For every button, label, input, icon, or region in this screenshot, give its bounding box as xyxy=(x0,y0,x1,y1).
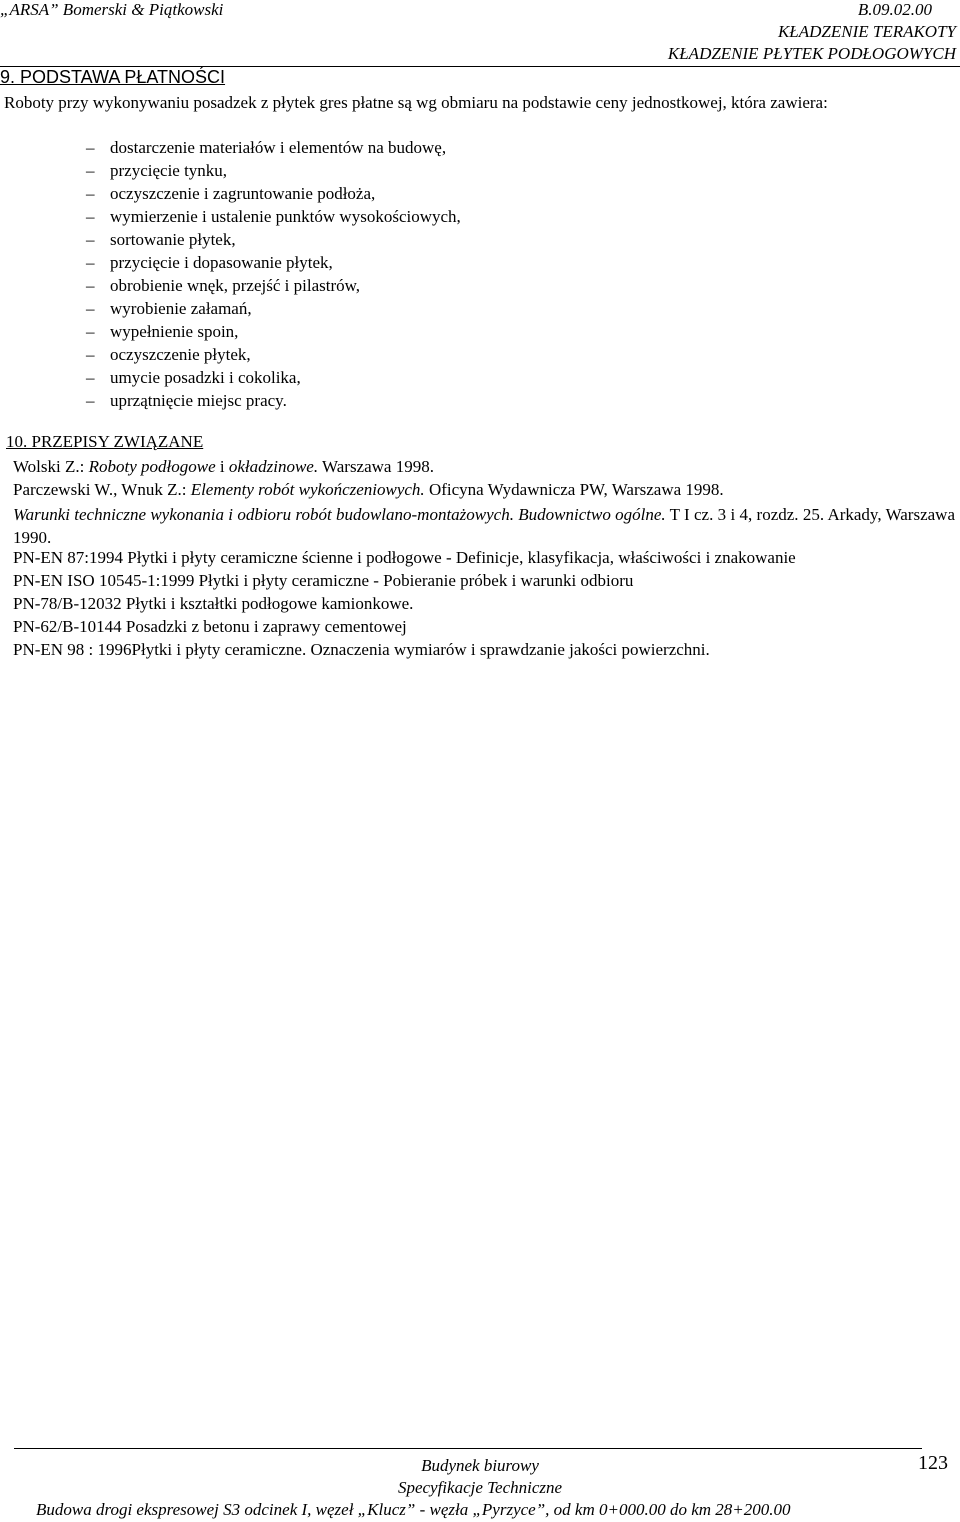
standard-item: PN-EN 87:1994 Płytki i płyty ceramiczne ścienne i podłogowe - Definicje, klasyfikacja, właściwości i znakowanie xyxy=(13,548,796,567)
reference-item: Parczewski W., Wnuk Z.: Elementy robót wykończeniowych. Oficyna Wydawnicza PW, Warszawa 1998. xyxy=(13,480,724,499)
bullet-item: – przycięcie tynku, xyxy=(86,161,228,180)
header-spec-code: B.09.02.00 xyxy=(857,0,932,19)
section-10-title: 10. PRZEPISY ZWIĄZANE xyxy=(6,432,204,451)
bullet-item: – obrobienie wnęk, przejść i pilastrów, xyxy=(86,276,361,295)
footer-building: Budynek biurowy xyxy=(421,1456,539,1475)
section-9-title: 9. PODSTAWA PŁATNOŚCI xyxy=(0,67,226,87)
bullet-item: – dostarczenie materiałów i elementów na budowę, xyxy=(86,138,447,157)
bullet-item: – wymierzenie i ustalenie punktów wysokościowych, xyxy=(86,207,461,226)
bullet-item: – oczyszczenie płytek, xyxy=(86,345,251,364)
bullet-item: – oczyszczenie i zagruntowanie podłoża, xyxy=(86,184,376,203)
header-company: „ARSA” Bomerski & Piątkowski xyxy=(0,0,224,19)
standard-item: PN-62/B-10144 Posadzki z betonu i zaprawy cementowej xyxy=(13,617,407,636)
page-number: 123 xyxy=(918,1452,948,1474)
standard-item: PN-78/B-12032 Płytki i kształtki podłogowe kamionkowe. xyxy=(13,594,414,613)
bullet-item: – przycięcie i dopasowanie płytek, xyxy=(86,253,333,272)
bullet-item: – wyrobienie załamań, xyxy=(86,299,252,318)
footer-spec: Specyfikacje Techniczne xyxy=(397,1478,563,1497)
bullet-item: – wypełnienie spoin, xyxy=(86,322,239,341)
standard-item: PN-EN ISO 10545-1:1999 Płytki i płyty ceramiczne - Pobieranie próbek i warunki odbioru xyxy=(13,571,634,590)
standard-item: PN-EN 98 : 1996Płytki i płyty ceramiczne. Oznaczenia wymiarów i sprawdzanie jakości powierzchni. xyxy=(13,640,710,659)
header-title-1: KŁADZENIE TERAKOTY xyxy=(777,22,956,41)
reference-item: Warunki techniczne wykonania i odbioru robót budowlano-montażowych. Budownictwo ogólne. T I cz. 3 i 4, rozdz. 25. Arkady, Warszawa 1990. xyxy=(13,505,955,547)
section-9-intro: Roboty przy wykonywaniu posadzek z płytek gres płatne są wg obmiaru na podstawie ceny jednostkowej, która zawiera: xyxy=(4,93,828,112)
footer-road: Budowa drogi ekspresowej S3 odcinek I, węzeł „Klucz” - węzła „Pyrzyce”, od km 0+000.00 do km 28+200.00 xyxy=(36,1500,791,1519)
bullet-item: – uprzątnięcie miejsc pracy. xyxy=(86,391,287,410)
bullet-item: – sortowanie płytek, xyxy=(86,230,236,249)
reference-item: Wolski Z.: Roboty podłogowe i okładzinowe. Warszawa 1998. xyxy=(13,457,434,476)
bullet-item: – umycie posadzki i cokolika, xyxy=(86,368,301,387)
header-title-2: KŁADZENIE PŁYTEK PODŁOGOWYCH xyxy=(667,44,956,63)
footer-divider xyxy=(14,1448,922,1449)
